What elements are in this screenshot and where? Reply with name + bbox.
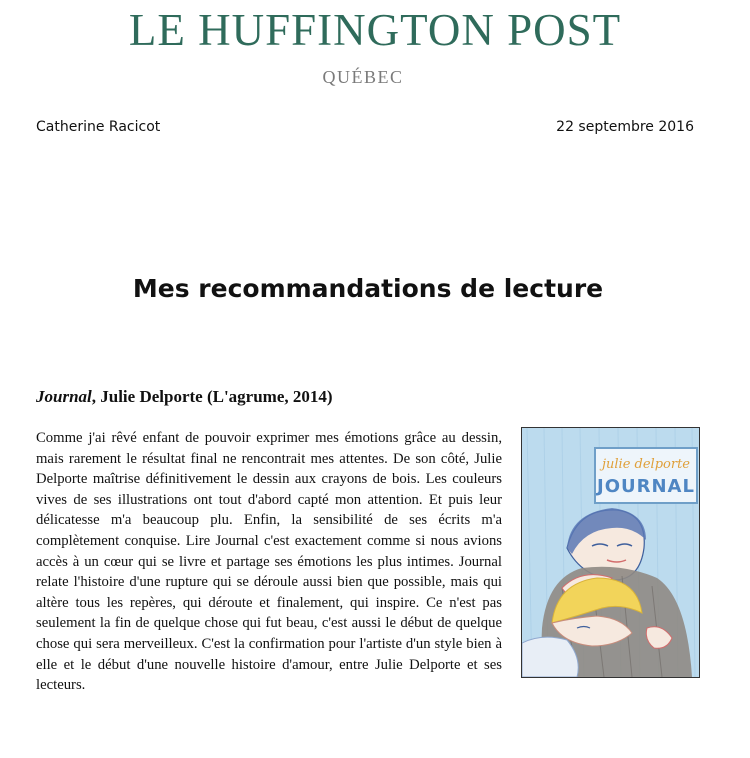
cover-author-text: julie delporte — [602, 457, 690, 472]
page-title: Mes recommandations de lecture — [132, 274, 604, 303]
masthead-edition: QUÉBEC — [322, 67, 404, 87]
book-title: Journal — [36, 387, 92, 406]
review-paragraph: Comme j'ai rêvé enfant de pouvoir exprimer mes émotions grâce au dessin, mais rarement le résultat final ne rencontrait mes attentes. De son côté, Julie Delporte maîtrise définitivement le dessin aux crayons de bois. Les couleurs vives de ses illustrations ont tout d'abord capté mon attention. Et puis leur délicatesse m'a beaucoup plu. Enfin, la sensibilité de ses écrits m'a complètement conquise. Lire Journal c'est exactement comme si nous avions accès à un cœur qui se livre et partage ses émotions les plus intimes. Journal relate l'histoire d'une rupture qui se déroule aussi bien que possible, mais qui altère tous les repères, qui déroute et finalement, qui inspire. Ce n'est pas seulement la fin de quelque chose qui fut beau, c'est aussi le début de quelque chose qui sera merveilleux. C'est la confirmation pour l'artiste d'un style bien à elle et le début d'une nouvelle histoire d'amour, entre Julie Delporte et ses lecteurs. — [36, 430, 502, 694]
masthead-title: LE HUFFINGTON POST — [128, 5, 622, 55]
book-author-publisher: , Julie Delporte (L'agrume, 2014) — [91, 387, 333, 406]
cover-title-text: JOURNAL — [597, 476, 695, 497]
book-heading — [36, 387, 333, 407]
book-cover-image — [521, 427, 700, 678]
byline-date: 22 septembre 2016 — [556, 119, 694, 135]
byline-author: Catherine Racicot — [36, 119, 161, 135]
